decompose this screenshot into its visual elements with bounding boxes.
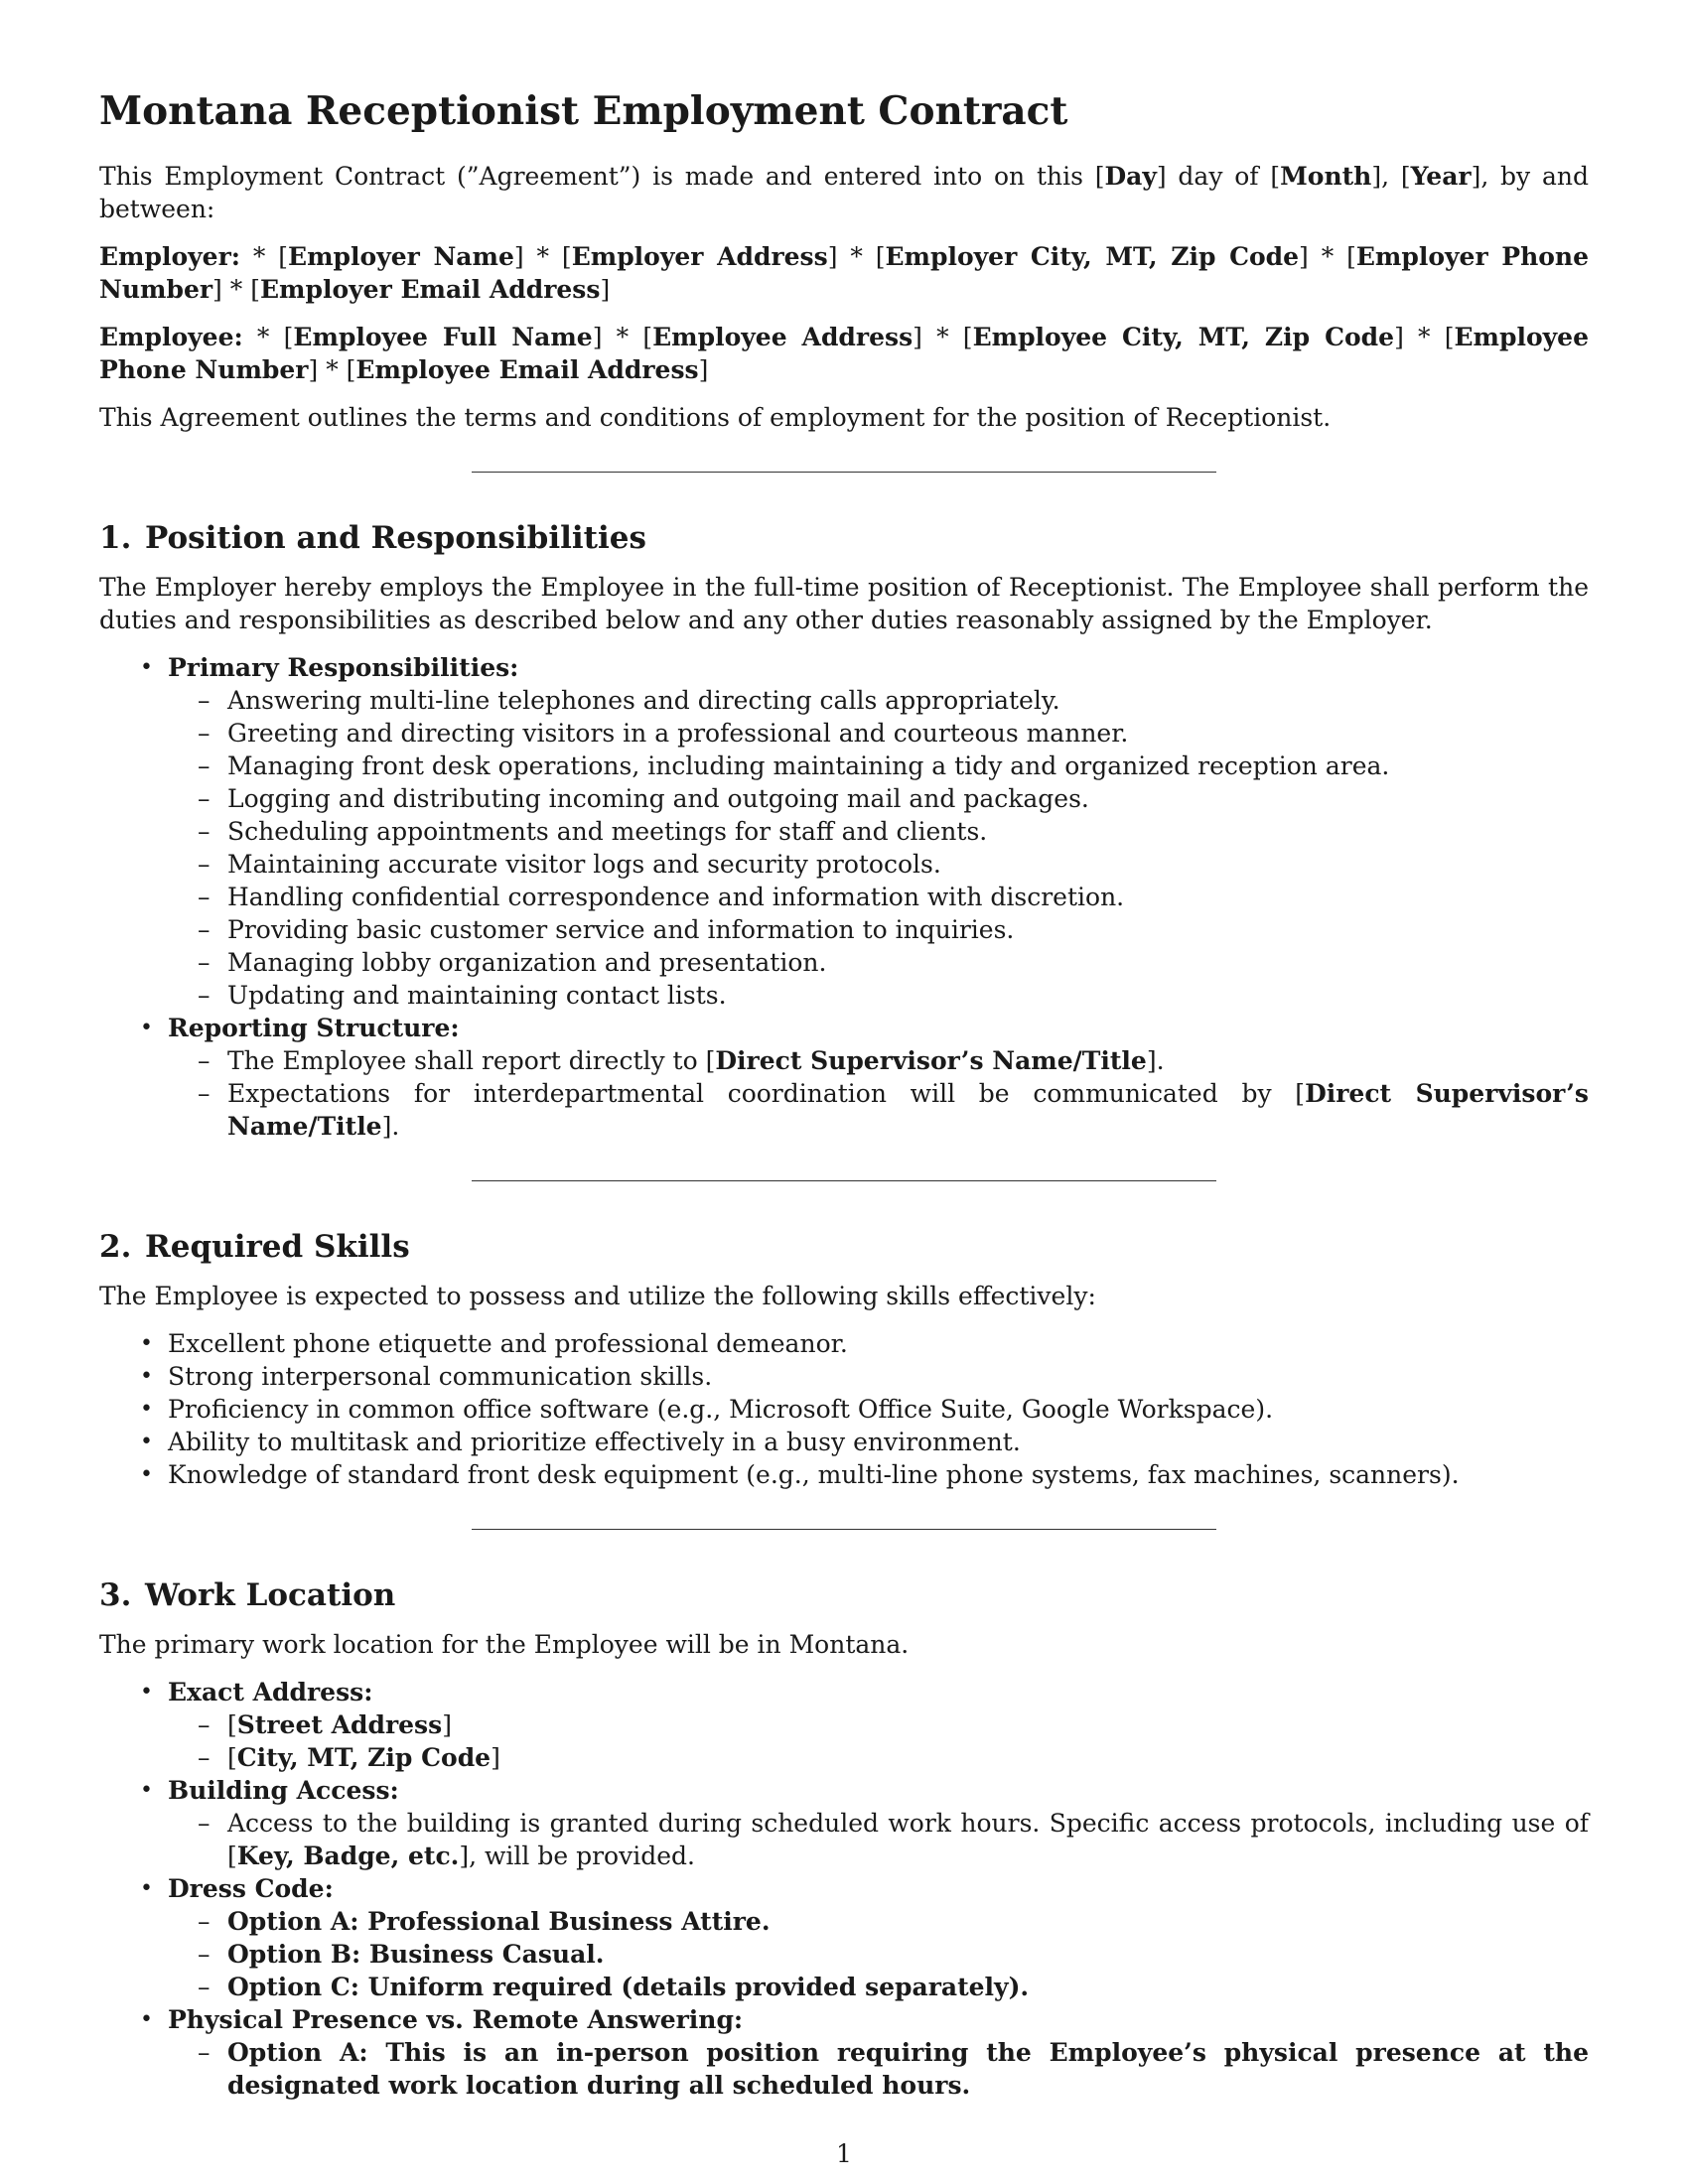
- dash-icon: –: [198, 719, 211, 748]
- dress-option: Option C: Uniform required (details provided separately).: [227, 1973, 1030, 2001]
- supervisor-field: Direct Supervisor’s Name/Title: [715, 1046, 1147, 1075]
- list-label: Physical Presence vs. Remote Answering:: [168, 2005, 744, 2034]
- section-divider: [472, 472, 1216, 473]
- sub-list-item: [168, 750, 1589, 782]
- bracket: ]: [698, 355, 709, 384]
- sub-list-item: [168, 1077, 1589, 1143]
- sub-list-item: [168, 848, 1589, 881]
- sub-list-item: [168, 815, 1589, 848]
- agreement-outline: This Agreement outlines the terms and conditions of employment for the position of Receptionist.: [99, 403, 1332, 432]
- dress-option: Option A: Professional Business Attire.: [227, 1907, 771, 1936]
- bullet-icon: •: [140, 1364, 153, 1389]
- month-field: Month: [1280, 162, 1372, 191]
- section-1-list: [99, 651, 1589, 1143]
- employer-city-field: Employer City, MT, Zip Code: [885, 242, 1300, 271]
- bracket: [: [227, 1710, 237, 1739]
- bullet-icon: •: [140, 1778, 153, 1803]
- bracket: [: [875, 242, 886, 271]
- separator: *: [837, 242, 876, 271]
- bracket: ]: [212, 275, 222, 304]
- item-text: Scheduling appointments and meetings for staff and clients.: [227, 817, 988, 846]
- dash-icon: –: [198, 883, 211, 911]
- presence-option: Option A: This is an in-person position requiring the Employee’s physical presence at the designated work location during all scheduled hours.: [227, 2038, 1589, 2100]
- bracket: [: [962, 323, 973, 351]
- item-text: Greeting and directing visitors in a professional and courteous manner.: [227, 719, 1129, 748]
- section-1-intro: The Employer hereby employs the Employee in the full-time position of Receptionist. The Employee shall perform the duties and responsibilities as described below and any other duties reasonably assigned by the Employer.: [99, 573, 1589, 634]
- item-text: Answering multi-line telephones and directing calls appropriately.: [227, 686, 1060, 715]
- intro-paragraph: [99, 160, 1589, 225]
- bracket: ]: [827, 242, 838, 271]
- dash-icon: –: [198, 981, 211, 1010]
- bracket: ]: [913, 323, 922, 351]
- list-item: [99, 1458, 1589, 1491]
- item-text: Strong interpersonal communication skills.: [168, 1362, 713, 1391]
- dash-icon: –: [198, 784, 211, 813]
- document-body: [99, 85, 1589, 2102]
- street-address-field: Street Address: [236, 1710, 443, 1739]
- employee-label: Employee:: [99, 323, 243, 351]
- reporting-structure-list: [168, 1044, 1589, 1143]
- employee-address-field: Employee Address: [652, 323, 914, 351]
- section-number: 1.: [99, 520, 132, 556]
- bracket: ]: [1299, 242, 1309, 271]
- sub-list-item: [168, 979, 1589, 1012]
- section-divider: [472, 1180, 1216, 1181]
- bullet-icon: •: [140, 1462, 153, 1487]
- dress-code-list: [168, 1905, 1589, 2003]
- item-text: Excellent phone etiquette and professional demeanor.: [168, 1329, 848, 1358]
- bracket: ]: [491, 1743, 500, 1772]
- sub-list-item: [168, 1044, 1589, 1077]
- intro-text: ] day of [: [1156, 162, 1281, 191]
- bullet-icon: •: [140, 1397, 153, 1422]
- section-1-heading: [99, 518, 1589, 558]
- access-list: [168, 1807, 1589, 1872]
- item-text: Proficiency in common office software (e.g., Microsoft Office Suite, Google Workspace).: [168, 1395, 1274, 1424]
- section-2-intro: The Employee is expected to possess and utilize the following skills effectively:: [99, 1282, 1096, 1310]
- list-item-exact-address: [99, 1676, 1589, 1774]
- list-item-reporting-structure: [99, 1012, 1589, 1143]
- employee-city-field: Employee City, MT, Zip Code: [972, 323, 1395, 351]
- bracket: [: [1444, 323, 1455, 351]
- list-item: [99, 1360, 1589, 1393]
- item-text: ].: [381, 1112, 400, 1141]
- list-label: Building Access:: [168, 1776, 399, 1805]
- section-title: Required Skills: [145, 1229, 410, 1265]
- item-text: Handling confidential correspondence and information with discretion.: [227, 883, 1125, 911]
- dash-icon: –: [198, 751, 211, 780]
- item-text: Access to the building is granted during scheduled work hours. Specific access protocols, including use of [: [227, 1809, 1589, 1870]
- item-text: Managing front desk operations, including maintaining a tidy and organized reception area.: [227, 751, 1390, 780]
- bullet-icon: •: [140, 1680, 153, 1705]
- sub-list-item: [168, 782, 1589, 815]
- item-text: Knowledge of standard front desk equipment (e.g., multi-line phone systems, fax machines, scanners).: [168, 1460, 1460, 1489]
- separator: *: [1308, 242, 1347, 271]
- list-item: [99, 1393, 1589, 1426]
- sub-list-item: [168, 946, 1589, 979]
- primary-responsibilities-list: [168, 684, 1589, 1012]
- list-item-dress-code: [99, 1872, 1589, 2003]
- list-item: [99, 1327, 1589, 1360]
- employer-email-field: Employer Email Address: [259, 275, 601, 304]
- section-title: Position and Responsibilities: [145, 520, 646, 556]
- list-item-building-access: [99, 1774, 1589, 1872]
- section-divider: [472, 1529, 1216, 1530]
- item-text: Ability to multitask and prioritize effectively in a busy environment.: [168, 1428, 1021, 1456]
- list-item-physical-presence: [99, 2003, 1589, 2102]
- employer-phone-field: Employer Phone Number: [99, 242, 1589, 304]
- employee-name-field: Employee Full Name: [293, 323, 593, 351]
- employee-email-field: Employee Email Address: [355, 355, 699, 384]
- bullet-icon: •: [140, 1331, 153, 1356]
- dash-icon: –: [198, 1710, 211, 1739]
- sub-list-item: [168, 2036, 1589, 2102]
- address-list: [168, 1708, 1589, 1774]
- intro-text: ], by and between:: [99, 162, 1589, 223]
- bracket: ]: [600, 275, 611, 304]
- dash-icon: –: [198, 686, 211, 715]
- sub-list-item: [168, 1807, 1589, 1872]
- sub-list-item: [168, 1905, 1589, 1938]
- bracket: [: [561, 242, 572, 271]
- bracket: [: [1346, 242, 1356, 271]
- item-text: Logging and distributing incoming and outgoing mail and packages.: [227, 784, 1089, 813]
- dash-icon: –: [198, 2038, 211, 2067]
- dash-icon: –: [198, 915, 211, 944]
- list-item-primary-responsibilities: [99, 651, 1589, 1012]
- item-text: ], will be provided.: [459, 1842, 695, 1870]
- list-label: Primary Responsibilities:: [168, 653, 519, 682]
- bracket: [: [278, 242, 289, 271]
- separator: *: [221, 275, 251, 304]
- employer-label: Employer:: [99, 242, 240, 271]
- dash-icon: –: [198, 1743, 211, 1772]
- sub-list-item: [168, 881, 1589, 913]
- item-text: Providing basic customer service and information to inquiries.: [227, 915, 1015, 944]
- presence-list: [168, 2036, 1589, 2102]
- dash-icon: –: [198, 1079, 211, 1108]
- bullet-icon: •: [140, 655, 153, 680]
- sub-list-item: [168, 913, 1589, 946]
- dash-icon: –: [198, 1940, 211, 1969]
- dash-icon: –: [198, 948, 211, 977]
- section-3-list: [99, 1676, 1589, 2102]
- dress-option: Option B: Business Casual.: [227, 1940, 605, 1969]
- list-label: Exact Address:: [168, 1678, 373, 1706]
- employer-address-field: Employer Address: [571, 242, 828, 271]
- item-text: Expectations for interdepartmental coordination will be communicated by [: [227, 1079, 1306, 1108]
- sub-list-item: [168, 1971, 1589, 2003]
- access-method-field: Key, Badge, etc.: [236, 1842, 460, 1870]
- separator: *: [921, 323, 963, 351]
- dash-icon: –: [198, 1973, 211, 2001]
- sub-list-item: [168, 684, 1589, 717]
- intro-text: This Employment Contract (”Agreement”) is made and entered into on this [: [99, 162, 1105, 191]
- item-text: Maintaining accurate visitor logs and security protocols.: [227, 850, 941, 879]
- employer-block: [99, 240, 1589, 306]
- sub-list-item: [168, 717, 1589, 750]
- separator: *: [1403, 323, 1445, 351]
- section-3-heading: [99, 1575, 1589, 1615]
- bullet-icon: •: [140, 1016, 153, 1040]
- bracket: ]: [442, 1710, 452, 1739]
- item-text: ].: [1146, 1046, 1165, 1075]
- separator: *: [242, 323, 284, 351]
- city-field: City, MT, Zip Code: [236, 1743, 492, 1772]
- section-2-heading: [99, 1227, 1589, 1267]
- dash-icon: –: [198, 850, 211, 879]
- dash-icon: –: [198, 1809, 211, 1838]
- bracket: [: [250, 275, 260, 304]
- dash-icon: –: [198, 1046, 211, 1075]
- bracket: [: [642, 323, 653, 351]
- bracket: ]: [592, 323, 603, 351]
- section-3-intro: The primary work location for the Employee will be in Montana.: [99, 1630, 910, 1659]
- document-title: Montana Receptionist Employment Contract: [99, 88, 1068, 134]
- separator: *: [318, 355, 347, 384]
- bracket: ]: [513, 242, 524, 271]
- dash-icon: –: [198, 817, 211, 846]
- bracket: ]: [1394, 323, 1404, 351]
- skills-list: [99, 1327, 1589, 1491]
- bullet-icon: •: [140, 2007, 153, 2032]
- section-number: 3.: [99, 1577, 132, 1613]
- year-field: Year: [1410, 162, 1472, 191]
- section-number: 2.: [99, 1229, 132, 1265]
- bullet-icon: •: [140, 1430, 153, 1454]
- employer-name-field: Employer Name: [288, 242, 514, 271]
- page-number: 1: [836, 2139, 852, 2168]
- day-field: Day: [1104, 162, 1157, 191]
- list-label: Reporting Structure:: [168, 1014, 460, 1042]
- bracket: [: [346, 355, 356, 384]
- dash-icon: –: [198, 1907, 211, 1936]
- list-item: [99, 1426, 1589, 1458]
- sub-list-item: [168, 1741, 1589, 1774]
- bracket: ]: [308, 355, 319, 384]
- section-title: Work Location: [145, 1577, 396, 1613]
- bullet-icon: •: [140, 1876, 153, 1901]
- sub-list-item: [168, 1708, 1589, 1741]
- bracket: [: [227, 1743, 237, 1772]
- intro-text: ], [: [1371, 162, 1411, 191]
- separator: *: [240, 242, 279, 271]
- item-text: Updating and maintaining contact lists.: [227, 981, 727, 1010]
- item-text: The Employee shall report directly to [: [227, 1046, 716, 1075]
- employee-phone-field: Employee Phone Number: [99, 323, 1589, 384]
- sub-list-item: [168, 1938, 1589, 1971]
- list-label: Dress Code:: [168, 1874, 334, 1903]
- supervisor-field: Direct Supervisor’s Name/Title: [227, 1079, 1589, 1141]
- separator: *: [523, 242, 562, 271]
- item-text: Managing lobby organization and presentation.: [227, 948, 827, 977]
- bracket: [: [283, 323, 294, 351]
- employee-block: [99, 321, 1589, 386]
- separator: *: [602, 323, 643, 351]
